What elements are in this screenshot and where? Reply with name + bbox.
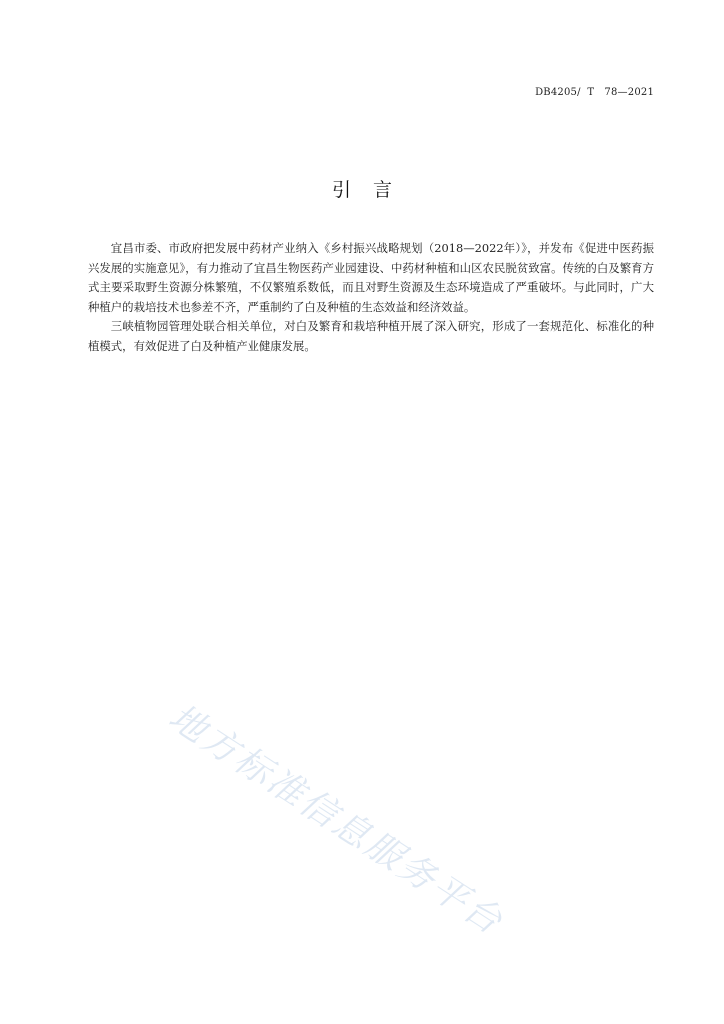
document-code: DB4205/ T 78—2021 — [535, 87, 654, 98]
body-text — [88, 239, 654, 356]
page-title: 引言 — [331, 179, 414, 201]
watermark: 地方标准信息服务平台 — [161, 696, 511, 944]
paragraph-1: 宜昌市委、市政府把发展中药材产业纳入《乡村振兴战略规划（2018—2022年）》，并发布《促进中医药振兴发展的实施意见》，有力推动了宜昌生物医药产业园建设、中药材种植和山区农民脱贫致富。传统的白及繁育方式主要采取野生资源分株繁殖，不仅繁殖系数低，而且对野生资源及生态环境造成了严重破坏。与此同时，广大种植户的栽培技术也参差不齐，严重制约了白及种植的生态效益和经济效益。 — [88, 241, 654, 314]
paragraph-2: 三峡植物园管理处联合相关单位，对白及繁育和栽培种植开展了深入研究，形成了一套规范化、标准化的种植模式，有效促进了白及种植产业健康发展。 — [88, 319, 654, 353]
